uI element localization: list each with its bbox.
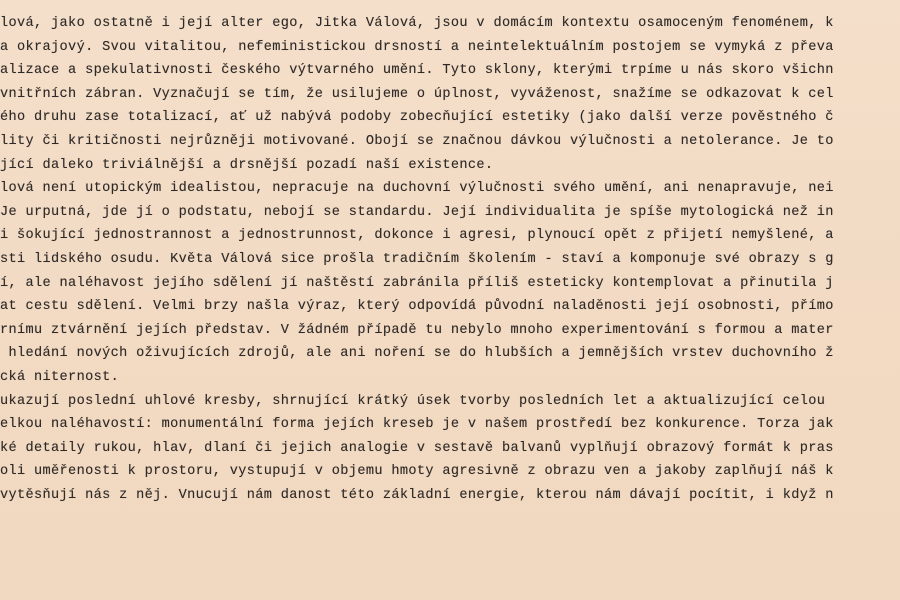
text-body	[0, 12, 900, 507]
text-line: í, ale naléhavost jejího sdělení jí naštěstí zabránila příliš esteticky kontemplovat a přinutila j	[0, 275, 834, 291]
text-line: lová není utopickým idealistou, nepracuje na duchovní výlučnosti svého umění, ani nenapravuje, nei	[0, 181, 834, 197]
text-line: i šokující jednostrannost a jednostrunnost, dokonce i agresi, plynoucí opět z přijetí nemyšlené, a	[0, 228, 834, 244]
text-line: a okrajový. Svou vitalitou, nefeministickou drsností a neintelektuálním postojem se vymyká z převa	[0, 39, 834, 55]
text-line: vnitřních zábran. Vyznačují se tím, že usilujeme o úplnost, vyváženost, snažíme se odkazovat k cel	[0, 86, 834, 102]
text-line: cká niternost.	[0, 369, 120, 385]
text-line: vytěsňují nás z něj. Vnucují nám danost této základní energie, kterou nám dávají pocítit, i když n	[0, 487, 834, 503]
text-line: ého druhu zase totalizací, ať už nabývá podoby zobecňující estetiky (jako další verze pověstného č	[0, 110, 834, 126]
text-line: oli uměřenosti k prostoru, vystupují v objemu hmoty agresivně z obrazu ven a jakoby zaplňují náš k	[0, 464, 834, 480]
text-line: jící daleko triviálnější a drsnější pozadí naší existence.	[0, 157, 494, 173]
text-line: Je urputná, jde jí o podstatu, nebojí se standardu. Její individualita je spíše mytologická než in	[0, 204, 834, 220]
text-line: ukazují poslední uhlové kresby, shrnující krátký úsek tvorby posledních let a aktualizující celou	[0, 393, 826, 409]
text-line: lity či kritičnosti nejrůzněji motivované. Obojí se značnou dávkou výlučnosti a netolerance. Je to	[0, 133, 834, 149]
text-line: alizace a spekulativnosti českého výtvarného umění. Tyto sklony, kterými trpíme u nás skoro všichn	[0, 63, 834, 79]
text-line: sti lidského osudu. Květa Válová sice prošla tradičním školením - staví a komponuje své obrazy s g	[0, 251, 834, 267]
text-line: elkou naléhavostí: monumentální forma jejích kreseb je v našem prostředí bez konkurence. Torza jak	[0, 417, 834, 433]
text-line: hledání nových oživujících zdrojů, ale ani noření se do hlubších a jemnějších vrstev duchovního ž	[0, 346, 834, 362]
text-line: at cestu sdělení. Velmi brzy našla výraz, který odpovídá původní naladěnosti její osobnosti, přímo	[0, 299, 834, 315]
text-line: lová, jako ostatně i její alter ego, Jitka Válová, jsou v domácím kontextu osamoceným fenoménem, k	[0, 16, 834, 31]
text-line: rnímu ztvárnění jejích představ. V žádném případě tu nebylo mnoho experimentování s formou a mater	[0, 322, 834, 338]
text-line: ké detaily rukou, hlav, dlaní či jejich analogie v sestavě balvanů vyplňují obrazový formát k pras	[0, 440, 834, 456]
